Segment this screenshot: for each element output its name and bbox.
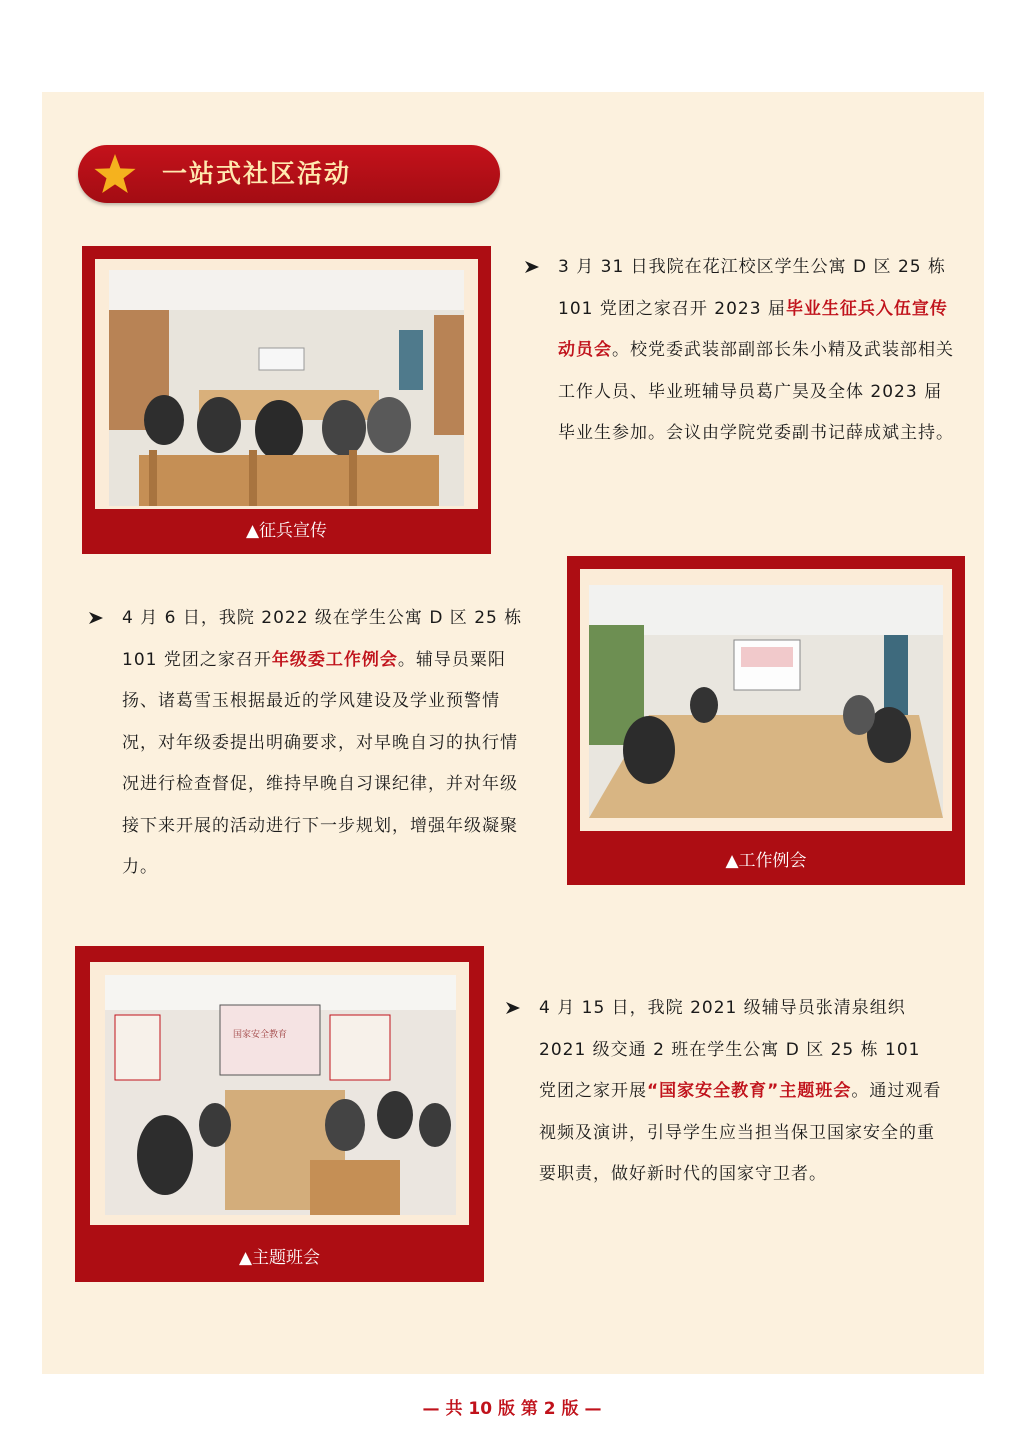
paragraph-text: 。辅导员粟阳扬、诸葛雪玉根据最近的学风建设及学业预警情况，对年级委提出明确要求，对早晚自习的执行情况进行检查督促，维持早晚自习课纪律，并对年级接下来开展的活动进行下一步规划，增强年级凝聚力。 — [122, 649, 518, 877]
section-banner — [78, 145, 500, 203]
paragraph-highlight: 年级委工作例会 — [271, 649, 398, 670]
paragraph-text: 4 月 15 日，我院 2021 级辅导员张清泉组织 2021 级交通 2 班在学生公寓 D 区 25 栋 101 党团之家开展 — [539, 998, 921, 1101]
photo-theme-class — [105, 975, 456, 1215]
photo-caption: ▲征兵宣传 — [245, 521, 328, 541]
photo-conscription-meeting — [109, 270, 464, 506]
photo-frame-1 — [82, 246, 491, 554]
photo-frame-3 — [75, 946, 484, 1282]
photo-work-meeting — [589, 585, 943, 818]
paragraph-text: 3 月 31 日我院在花江校区学生公寓 D 区 25 栋 101 党团之家召开 2023 届 — [558, 257, 946, 319]
star-icon — [92, 151, 138, 197]
paragraph-text: 。通过观看视频及演讲，引导学生应当担当保卫国家安全的重要职责，做好新时代的国家守卫者。 — [539, 1081, 942, 1184]
arrow-bullet-icon — [524, 259, 540, 275]
paragraph-2 — [122, 598, 534, 889]
page-footer: — 共 10 版 第 2 版 — — [422, 1399, 602, 1419]
paragraph-highlight: “国家安全教育”主题班会 — [647, 1081, 852, 1101]
paragraph-text: 。校党委武装部副部长朱小精及武装部相关工作人员、毕业班辅导员葛广昊及全体 2023 届毕业生参加。会议由学院党委副书记薛成斌主持。 — [558, 340, 954, 443]
paragraph-3 — [539, 988, 944, 1196]
paragraph-highlight: 毕业生征兵入伍宣传动员会 — [558, 298, 948, 360]
paragraph-text: 4 月 6 日，我院 2022 级在学生公寓 D 区 25 栋 101 党团之家召开 — [122, 608, 523, 670]
photo-frame-2 — [567, 556, 965, 885]
arrow-bullet-icon — [88, 610, 104, 626]
paragraph-1 — [558, 247, 958, 455]
photo-caption: ▲主题班会 — [238, 1248, 321, 1268]
screen-text: 国家安全教育 — [233, 1030, 288, 1040]
photo-caption: ▲工作例会 — [725, 851, 807, 871]
section-title: 一站式社区活动 — [162, 159, 352, 188]
arrow-bullet-icon — [505, 1000, 521, 1016]
